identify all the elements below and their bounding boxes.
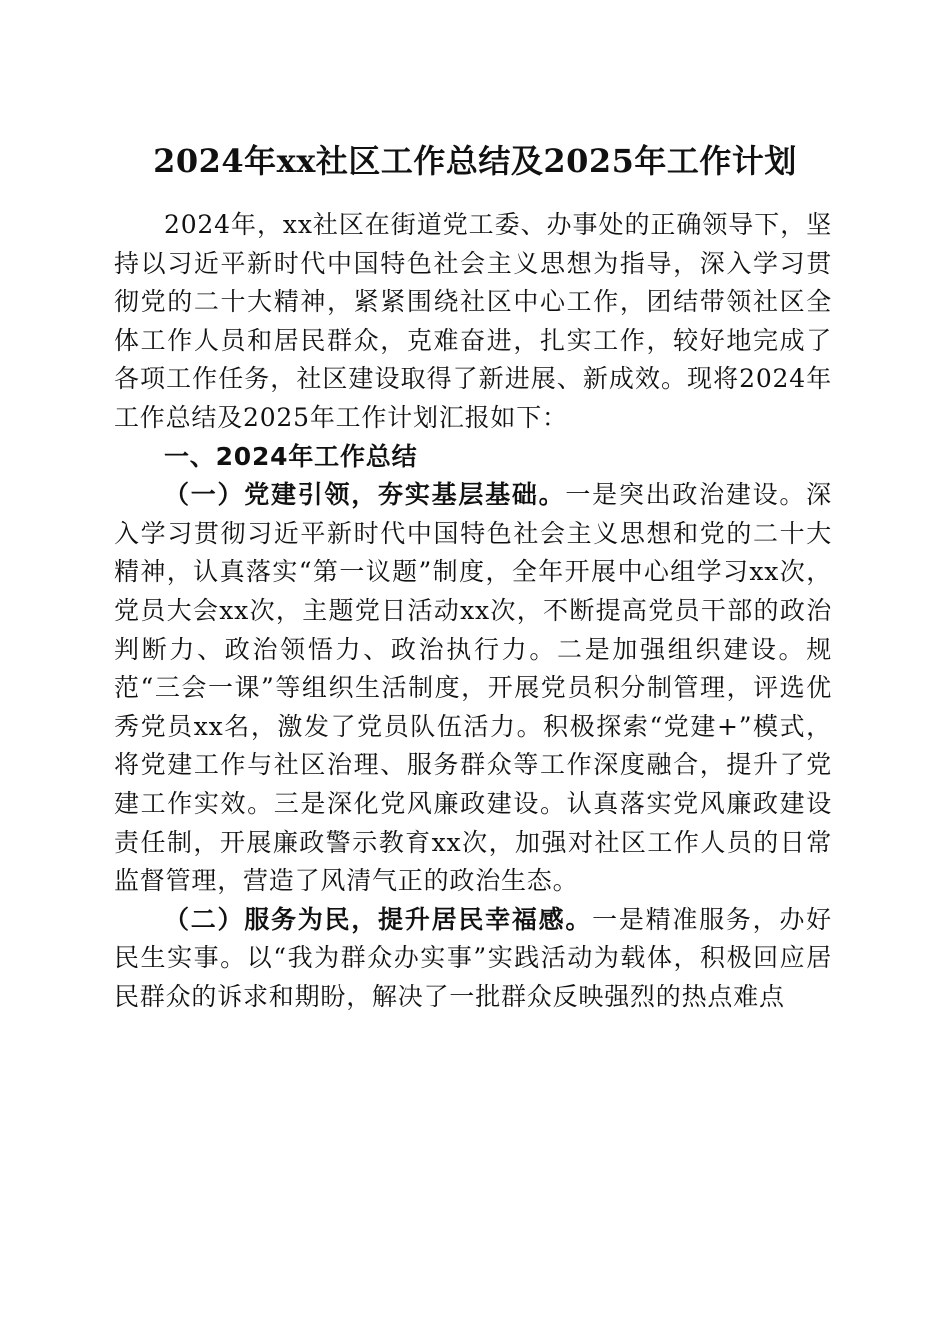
subheading-party-building: （一）党建引领，夯实基层基础。 [164, 480, 566, 510]
paragraph-service [114, 901, 832, 1017]
document-body [114, 206, 832, 1016]
paragraph-party-building-text: 一是突出政治建设。深入学习贯彻习近平新时代中国特色社会主义思想和党的二十大精神，认真落实“第一议题”制度，全年开展中心组学习xx次，党员大会xx次，主题党日活动xx次，不断提高党员干部的政治判断力、政治领悟力、政治执行力。二是加强组织建设。规范“三会一课”等组织生活制度，开展党员积分制管理，评选优秀党员xx名，激发了党员队伍活力。积极探索“党建+”模式，将党建工作与社区治理、服务群众等工作深度融合，提升了党建工作实效。三是深化党风廉政建设。认真落实党风廉政建设责任制，开展廉政警示教育xx次，加强对社区工作人员的日常监督管理，营造了风清气正的政治生态。 [114, 480, 832, 896]
intro-paragraph: 2024年，xx社区在街道党工委、办事处的正确领导下，坚持以习近平新时代中国特色社会主义思想为指导，深入学习贯彻党的二十大精神，紧紧围绕社区中心工作，团结带领社区全体工作人员和居民群众，克难奋进，扎实工作，较好地完成了各项工作任务，社区建设取得了新进展、新成效。现将2024年工作总结及2025年工作计划汇报如下： [114, 210, 832, 432]
subheading-service: （二）服务为民，提升居民幸福感。 [164, 904, 593, 934]
paragraph-party-building [114, 476, 832, 901]
document-title: 2024年xx社区工作总结及2025年工作计划 [153, 142, 797, 180]
section-heading-1: 一、2024年工作总结 [164, 441, 418, 471]
paragraph-service-text: 一是精准服务，办好民生实事。以“我为群众办实事”实践活动为载体，积极回应居民群众的诉求和期盼，解决了一批群众反映强烈的热点难点 [114, 904, 832, 1011]
